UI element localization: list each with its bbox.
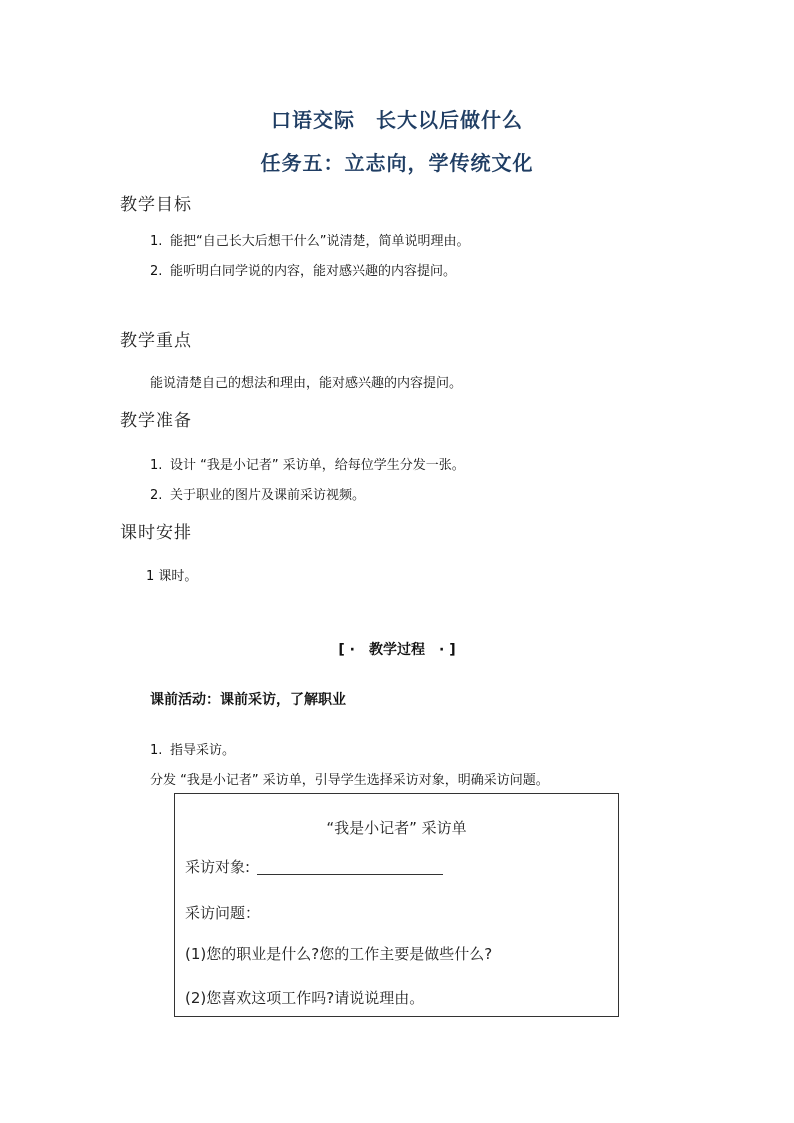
goals-heading: 教学目标 (120, 195, 192, 215)
interview-target-label: 采访对象: (185, 858, 251, 876)
prep-item-1-number: 1. (150, 458, 163, 473)
prep-item-2-text: 关于职业的图片及课前采访视频。 (170, 488, 366, 503)
activity-step (150, 739, 235, 758)
interview-question-1: (1)您的职业是什么?您的工作主要是做些什么? (185, 945, 493, 963)
goal-item-2 (150, 260, 456, 279)
process-label: 教学过程 (369, 642, 425, 658)
activity-step-number: 1. (150, 743, 163, 758)
schedule-heading: 课时安排 (120, 523, 192, 543)
goal-item-2-text: 能听明白同学说的内容，能对感兴趣的内容提问。 (170, 264, 457, 279)
interview-question-2: (2)您喜欢这项工作吗?请说说理由。 (185, 989, 425, 1007)
interview-form (174, 793, 619, 1017)
prep-item-2-number: 2. (150, 488, 163, 503)
prep-item-1 (150, 454, 465, 473)
goal-item-2-number: 2. (150, 264, 163, 279)
interview-form-title: “我是小记者” 采访单 (326, 819, 467, 837)
prep-heading: 教学准备 (120, 411, 192, 431)
process-heading (0, 639, 794, 659)
goal-item-1-text: 能把“自己长大后想干什么”说清楚，简单说明理由。 (170, 234, 470, 249)
interview-target-blank (257, 874, 443, 875)
document-title: 口语交际 长大以后做什么 (271, 108, 523, 132)
activity-description: 分发 “我是小记者” 采访单，引导学生选择采访对象，明确采访问题。 (150, 773, 549, 788)
document-subtitle: 任务五：立志向，学传统文化 (260, 151, 534, 175)
focus-heading: 教学重点 (120, 331, 192, 351)
process-bracket-open: [ · (338, 642, 355, 658)
prep-item-1-text: 设计 “我是小记者” 采访单，给每位学生分发一张。 (170, 458, 465, 473)
schedule-text: 1 课时。 (146, 569, 198, 584)
process-bracket-close: · ] (439, 642, 456, 658)
activity-step-text: 指导采访。 (170, 743, 236, 758)
interview-questions-label: 采访问题： (185, 904, 261, 922)
activity-heading: 课前活动：课前采访，了解职业 (150, 692, 346, 708)
goal-item-1 (150, 230, 469, 249)
prep-item-2 (150, 484, 365, 503)
goal-item-1-number: 1. (150, 234, 163, 249)
focus-text: 能说清楚自己的想法和理由，能对感兴趣的内容提问。 (150, 376, 463, 391)
